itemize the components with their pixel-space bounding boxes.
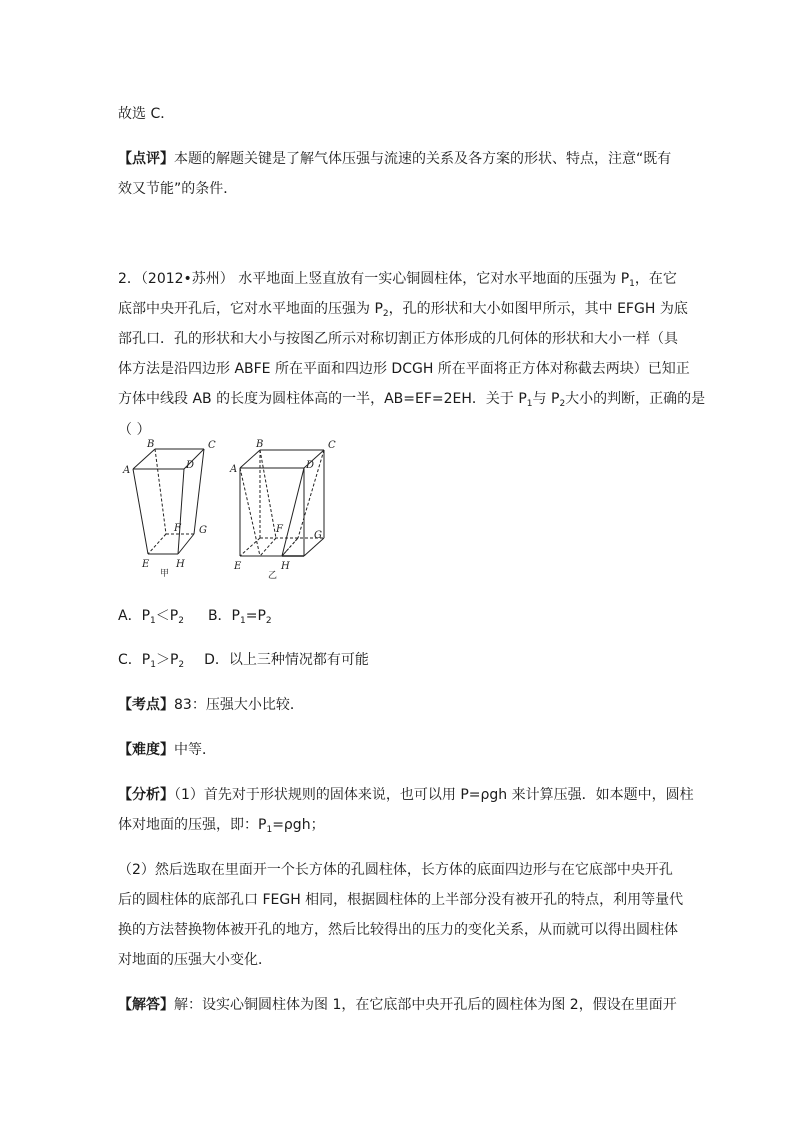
option-c-relation: ＞P — [155, 652, 179, 668]
question-answer-blank: （ ） — [118, 422, 151, 438]
subscript: 1 — [266, 825, 273, 835]
question-text: 底部中央开孔后，它对水平地面的压强为 P — [118, 301, 383, 317]
analysis-text: =ρgh； — [272, 817, 325, 833]
vertex-label-jia-a: A — [123, 465, 131, 476]
analysis-text: 体对地面的压强，即：P — [118, 817, 267, 833]
vertex-label-jia-c: C — [208, 440, 216, 451]
comment-tag: 【点评】 — [118, 151, 174, 167]
question-line-3: 部孔口．孔的形状和大小与按图乙所示对称切割正方体形成的几何体的形状和大小一样（具 — [118, 331, 678, 347]
comment-line-2: 效又节能”的条件． — [118, 181, 238, 197]
options-line-1 — [118, 606, 272, 626]
question-text: 方体中线段 AB 的长度为圆柱体高的一半，AB=EF=2EH．关于 P — [118, 391, 527, 407]
comment-text-1: 本题的解题关键是了解气体压强与流速的关系及各方案的形状、特点，注意“既有 — [174, 151, 672, 167]
question-line-4: 体方法是沿四边形 ABFE 所在平面和四边形 DCGH 所在平面将正方体对称截去两块）已知正 — [118, 361, 690, 377]
subscript: 1 — [526, 399, 533, 409]
option-b-relation: =P — [245, 608, 266, 624]
nandu-line — [118, 740, 216, 760]
option-b-label: B．P — [207, 608, 240, 624]
vertex-label-yi-d: D — [306, 460, 315, 471]
analysis-para2-line-1: （2）然后选取在里面开一个长方体的孔圆柱体，长方体的底面四边形与在它底部中央开孔 — [118, 862, 673, 878]
subscript: 2 — [559, 399, 566, 409]
subscript: 1 — [629, 279, 635, 289]
option-b — [208, 608, 272, 624]
question-text: ，在它 — [634, 271, 677, 287]
subscript: 2 — [178, 616, 184, 626]
figure-yi-caption: 乙 — [268, 571, 278, 581]
question-text: 大小的判断，正确的是 — [565, 391, 706, 407]
question-line-2 — [118, 299, 688, 319]
geometry-figures — [118, 436, 348, 584]
answer-text: 解：设实心铜圆柱体为图 1，在它底部中央开孔后的圆柱体为图 2，假设在里面开 — [174, 997, 677, 1013]
option-a-relation: ＜P — [155, 608, 179, 624]
vertex-label-yi-f: F — [276, 524, 283, 535]
option-c-label: C．P — [118, 652, 151, 668]
vertex-label-yi-h: H — [281, 561, 290, 572]
nandu-text: 中等． — [174, 742, 216, 758]
vertex-label-jia-h: H — [176, 559, 185, 570]
vertex-label-yi-c: C — [328, 440, 336, 451]
option-c — [118, 652, 184, 668]
subscript: 2 — [178, 660, 185, 670]
answer-line-1 — [118, 995, 677, 1015]
subscript: 1 — [240, 616, 246, 626]
subscript: 1 — [150, 616, 156, 626]
analysis-line-2 — [118, 815, 325, 835]
analysis-para2-line-4: 对地面的压强大小变化． — [118, 952, 272, 968]
vertex-label-yi-b: B — [256, 439, 264, 450]
comment-line-1 — [118, 149, 671, 169]
geometry-figures-svg — [118, 436, 348, 584]
option-d: D．以上三种情况都有可能 — [204, 652, 369, 668]
analysis-para2-line-3: 换的方法替换物体被开孔的地方，然后比较得出的压力的变化关系，从而就可以得出圆柱体 — [118, 922, 678, 938]
vertex-label-jia-g: G — [199, 525, 207, 536]
answer-tag: 【解答】 — [118, 997, 174, 1013]
options-line-2 — [118, 650, 369, 670]
vertex-label-jia-b: B — [147, 439, 155, 450]
figure-jia-caption: 甲 — [160, 569, 170, 579]
subscript: 2 — [265, 616, 272, 626]
analysis-line-1 — [118, 785, 694, 805]
option-a-label: A．P — [118, 608, 151, 624]
question-text: ，孔的形状和大小如图甲所示，其中 EFGH 为底 — [388, 301, 688, 317]
vertex-label-yi-a: A — [230, 464, 238, 475]
kaodian-line — [118, 695, 304, 715]
conclusion-text: 故选 C． — [118, 106, 175, 122]
question-line-1 — [118, 269, 677, 289]
vertex-label-jia-e: E — [142, 559, 150, 570]
question-text: 与 P — [532, 391, 560, 407]
kaodian-tag: 【考点】 — [118, 697, 174, 713]
question-line-5 — [118, 389, 705, 409]
analysis-text-1: （1）首先对于形状规则的固体来说，也可以用 P=ρgh 来计算压强．如本题中，圆柱 — [174, 787, 694, 803]
subscript: 1 — [150, 660, 156, 670]
vertex-label-yi-g: G — [314, 530, 322, 541]
option-a — [118, 608, 184, 624]
vertex-label-jia-d: D — [186, 460, 195, 471]
figure-jia-labels — [122, 439, 216, 570]
subscript: 2 — [382, 309, 389, 319]
analysis-para2-line-2: 后的圆柱体的底部孔口 FEGH 相同，根据圆柱体的上半部分没有被开孔的特点，利用等量代 — [118, 892, 684, 908]
vertex-label-jia-f: F — [174, 523, 181, 534]
nandu-tag: 【难度】 — [118, 742, 174, 758]
kaodian-text: 83：压强大小比较． — [174, 697, 304, 713]
analysis-tag: 【分析】 — [118, 787, 174, 803]
vertex-label-yi-e: E — [234, 561, 242, 572]
question-text: 2．（2012•苏州） 水平地面上竖直放有一实心铜圆柱体，它对水平地面的压强为 P — [118, 271, 630, 287]
